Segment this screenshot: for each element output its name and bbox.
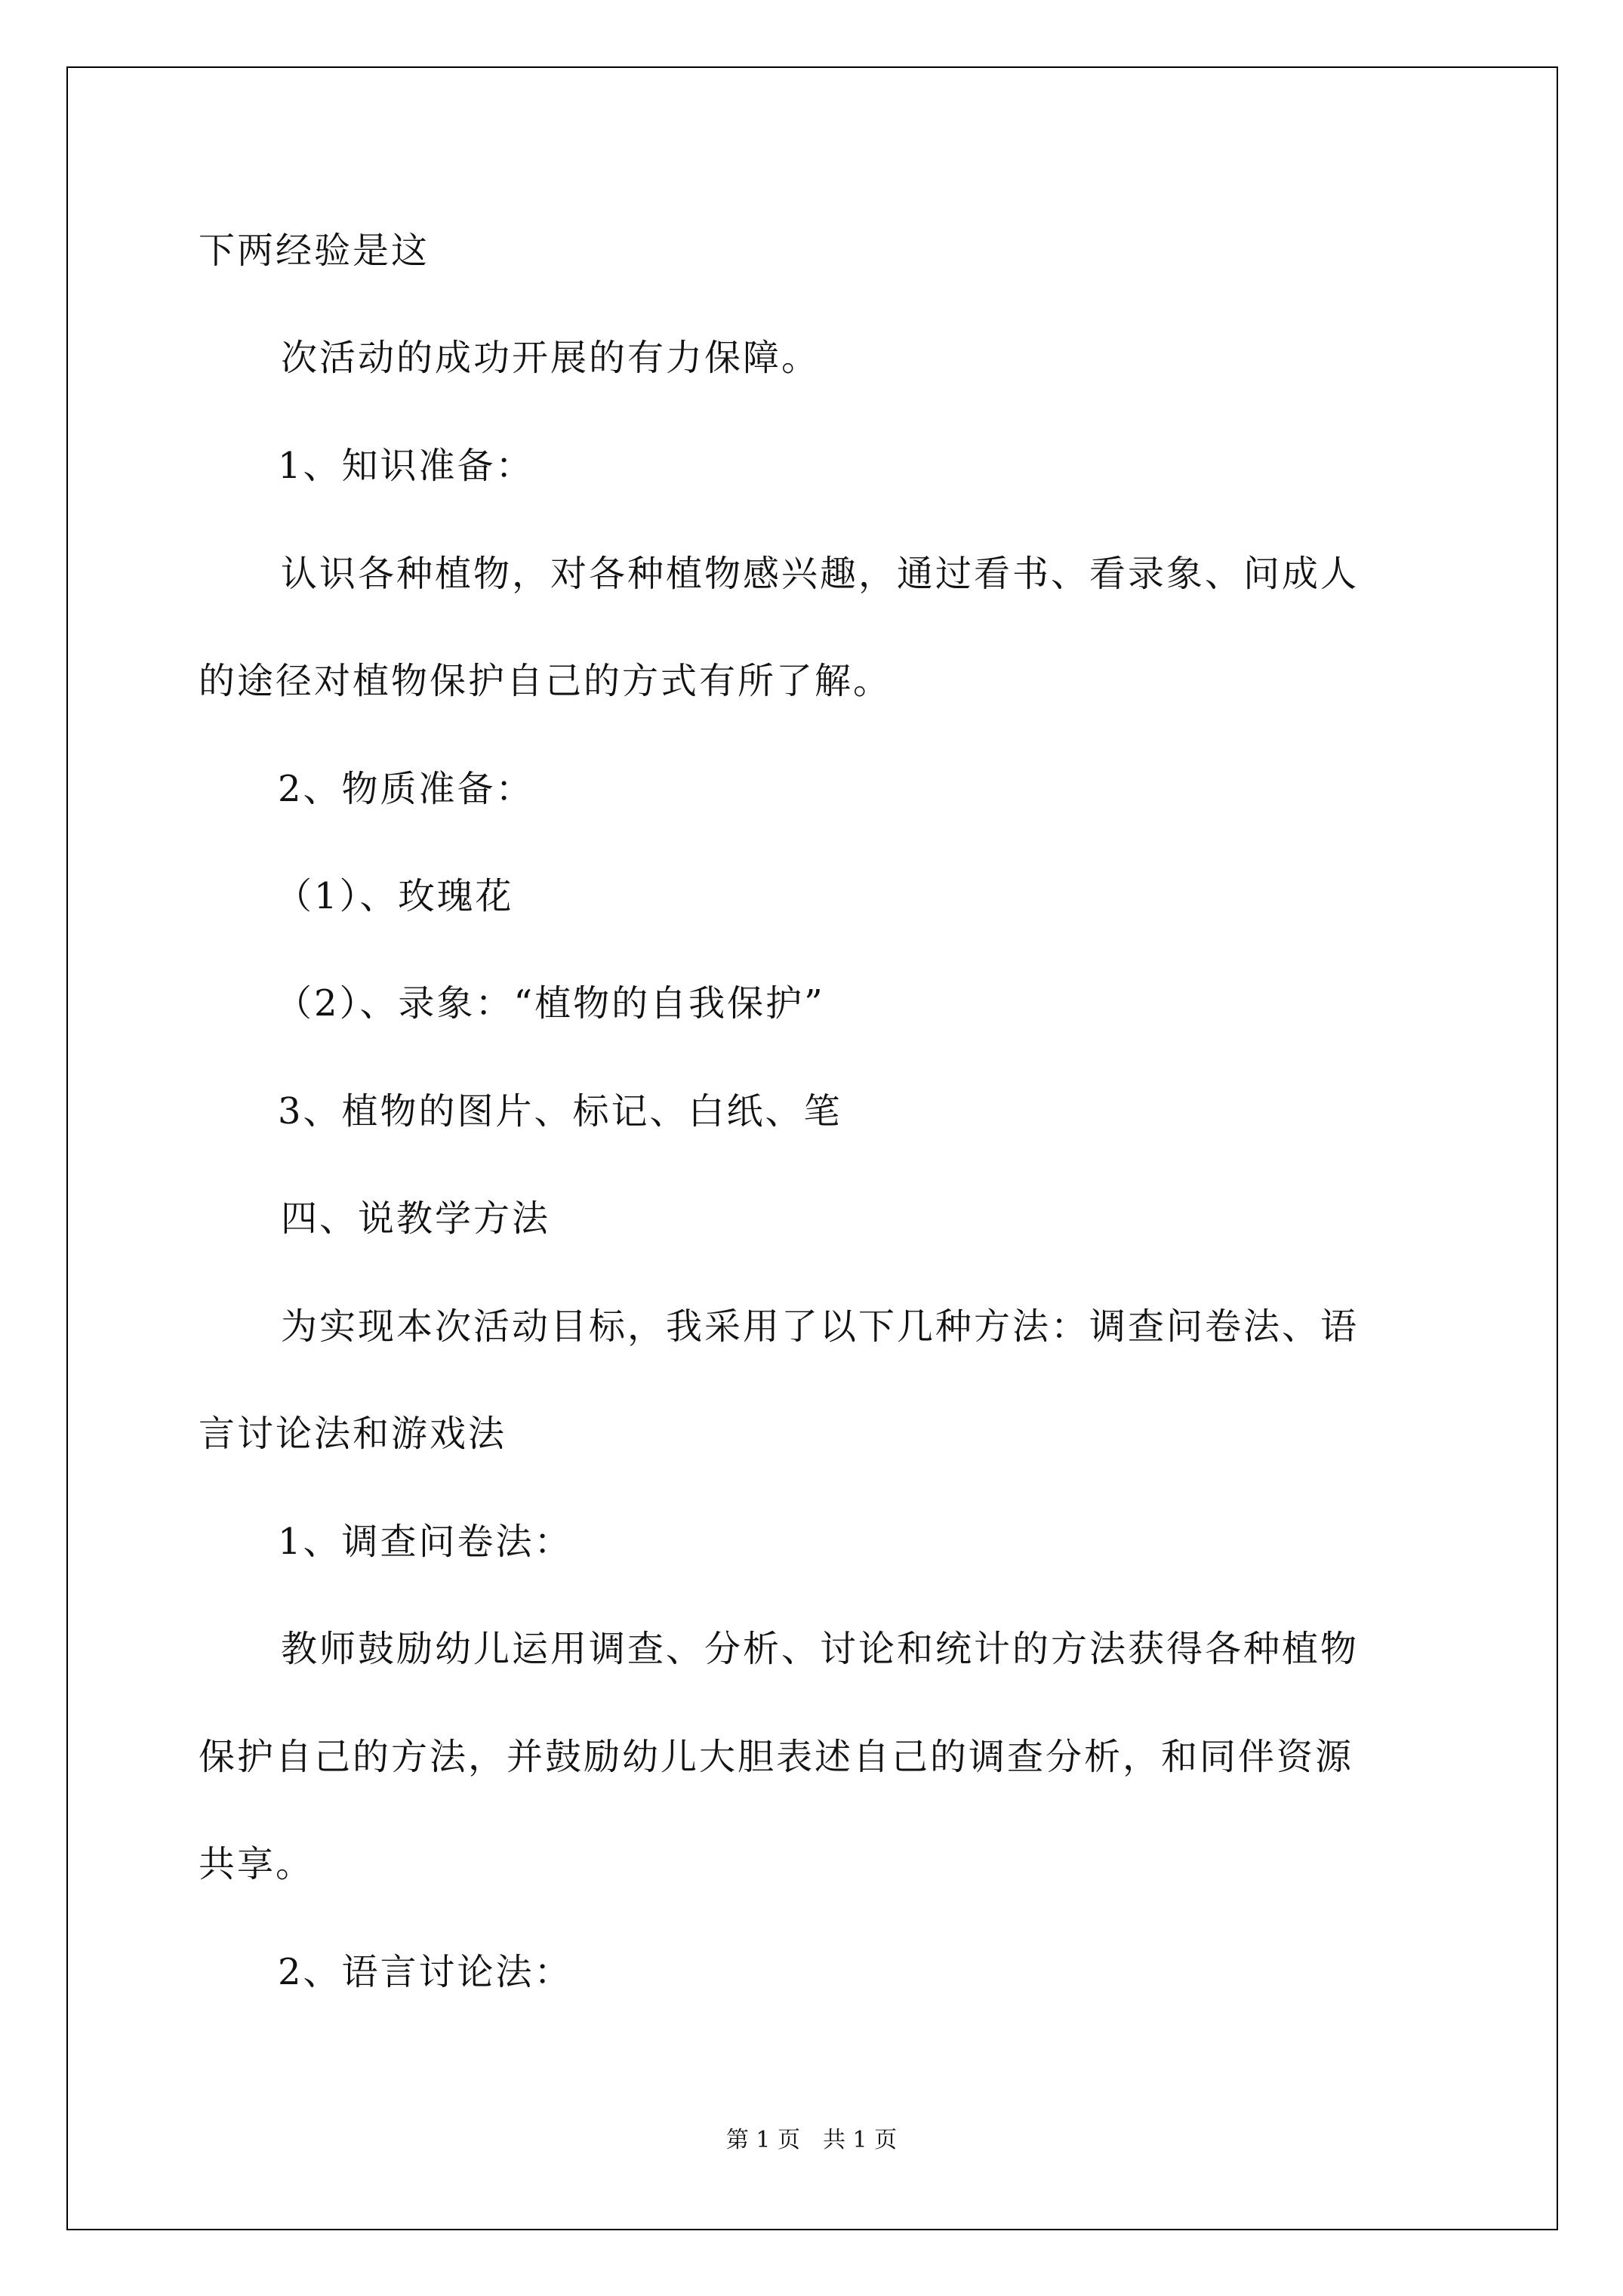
text-line: 认识各种植物，对各种植物感兴趣，通过看书、看录象、问成人 <box>281 553 1360 595</box>
text-line: 2、物质准备： <box>278 768 534 810</box>
text-line: 1、知识准备： <box>278 445 534 487</box>
text-line: （1）、玫瑰花 <box>276 875 514 917</box>
text-line: 2、语言讨论法： <box>278 1951 573 1993</box>
page-number-footer: 第 1 页 共 1 页 <box>725 2127 898 2153</box>
page-border <box>66 66 1558 2230</box>
text-line: 言讨论法和游戏法 <box>199 1413 507 1455</box>
text-line: 共享。 <box>199 1843 315 1885</box>
section-heading: 四、说教学方法 <box>281 1197 551 1240</box>
text-line: 次活动的成功开展的有力保障。 <box>281 337 821 379</box>
text-line: 1、调查问卷法： <box>278 1521 573 1563</box>
text-line: 教师鼓励幼儿运用调查、分析、讨论和统计的方法获得各种植物 <box>281 1628 1360 1670</box>
text-line: 保护自己的方法，并鼓励幼儿大胆表述自己的调查分析，和同伴资源 <box>199 1736 1354 1778</box>
text-line: 的途径对植物保护自己的方式有所了解。 <box>199 660 892 702</box>
text-line: 3、植物的图片、标记、白纸、笔 <box>278 1090 842 1133</box>
text-line: 下两经验是这 <box>199 230 430 272</box>
text-line: （2）、录象：“植物的自我保护” <box>276 982 825 1025</box>
text-line: 为实现本次活动目标，我采用了以下几种方法：调查问卷法、语 <box>281 1305 1360 1348</box>
